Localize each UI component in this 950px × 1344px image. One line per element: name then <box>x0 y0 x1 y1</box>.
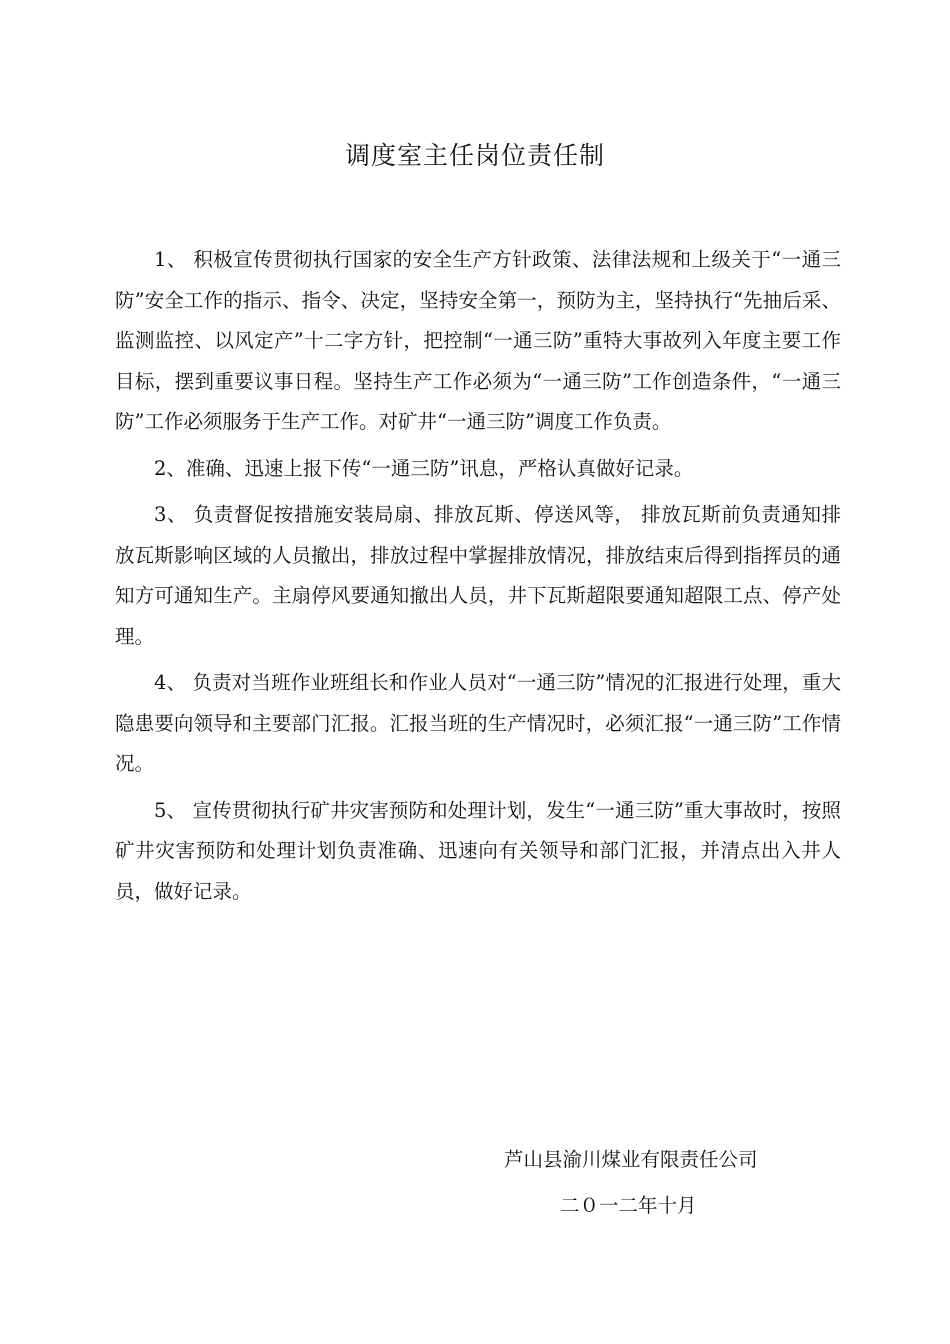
signature-date: 二０一二年十月 <box>560 1194 697 1217</box>
clause-3: 3、 负责督促按措施安装局扇、排放瓦斯、停送风等， 排放瓦斯前负责通知排放瓦斯影响区域的人员撤出，排放过程中掌握排放情况，排放结束后得到指挥员的通知方可通知生产。主扇停风要通知撤出人员，井下瓦斯超限要通知超限工点、停产处理。 <box>115 503 841 648</box>
clause-4: 4、 负责对当班作业班组长和作业人员对“一通三防”情况的汇报进行处理，重大隐患要向领导和主要部门汇报。汇报当班的生产情况时，必须汇报“一通三防”工作情况。 <box>115 671 841 775</box>
clause-5: 5、 宣传贯彻执行矿井灾害预防和处理计划，发生“一通三防”重大事故时，按照矿井灾害预防和处理计划负责准确、迅速向有关领导和部门汇报，并清点出入井人员，做好记录。 <box>115 798 841 903</box>
signature-company: 芦山县渝川煤业有限责任公司 <box>504 1148 758 1171</box>
document-body <box>115 240 841 918</box>
document-title: 调度室主任岗位责任制 <box>344 141 605 170</box>
clause-2: 2、准确、迅速上报下传“一通三防”讯息，严格认真做好记录。 <box>154 456 694 480</box>
clause-1: 1、 积极宣传贯彻执行国家的安全生产方针政策、法律法规和上级关于“一通三防”安全工作的指示、指令、决定，坚持安全第一，预防为主，坚持执行“先抽后采、监测监控、以风定产”十二字方针，把控制“一通三防”重特大事故列入年度主要工作目标，摆到重要议事日程。坚持生产工作必须为“一通三防”工作创造条件，“一通三防”工作必须服务于生产工作。对矿井“一通三防”调度工作负责。 <box>115 248 841 433</box>
